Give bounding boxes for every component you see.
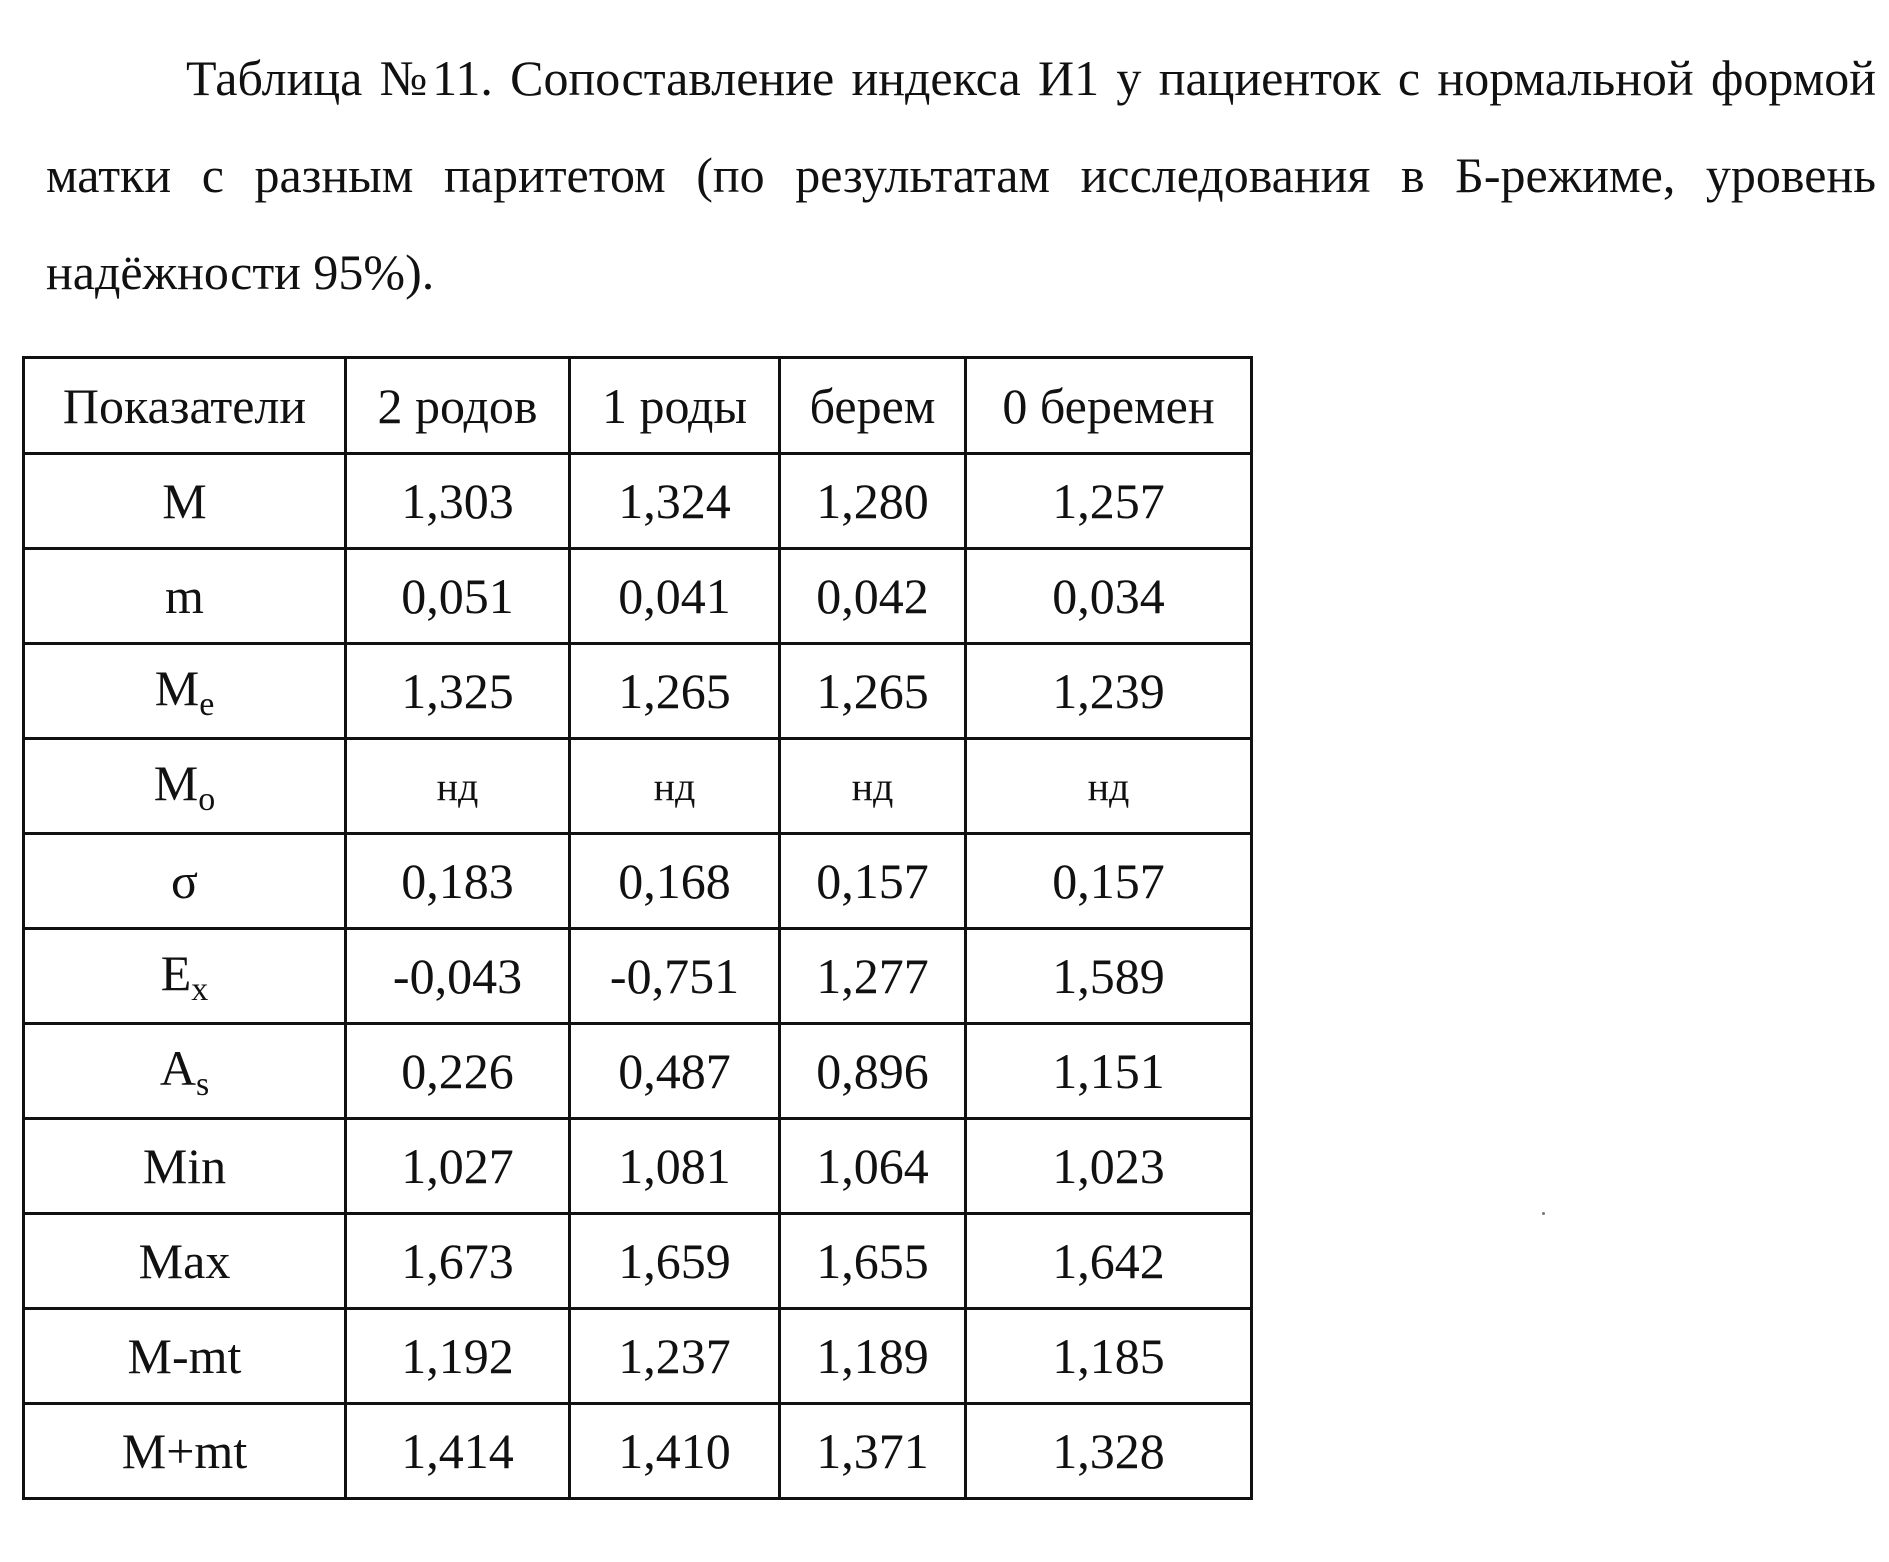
row-label-subscript: s	[195, 1065, 210, 1103]
table-caption: Таблица №11. Сопоставление индекса И1 у пациенток с нормальной формой матки с разным паритетом (по результатам исследования в Б-режиме, уровень надёжности 95%).	[46, 50, 1876, 300]
value-cell: 1,192	[346, 1309, 570, 1404]
value-cell: -0,043	[346, 929, 570, 1024]
value-cell: 0,487	[570, 1024, 780, 1119]
table-header-row	[24, 358, 1252, 454]
value-cell: 1,239	[966, 644, 1252, 739]
row-label-cell	[24, 1119, 346, 1214]
header-2-births: 2 родов	[346, 358, 570, 454]
header-0-pregnancies: 0 беремен	[966, 358, 1252, 454]
value-cell: 1,064	[780, 1119, 966, 1214]
value-cell: 0,034	[966, 549, 1252, 644]
value-cell: 0,168	[570, 834, 780, 929]
value-cell: 0,042	[780, 549, 966, 644]
row-label-subscript: x	[191, 970, 209, 1008]
value-cell: 1,237	[570, 1309, 780, 1404]
row-label-cell	[24, 739, 346, 834]
value-cell: 0,183	[346, 834, 570, 929]
value-cell: 1,280	[780, 454, 966, 549]
value-cell: нд	[780, 739, 966, 834]
value-cell: нд	[346, 739, 570, 834]
row-label: M	[162, 473, 207, 529]
row-label: σ	[171, 853, 198, 909]
table-body	[24, 454, 1252, 1499]
row-label-cell	[24, 454, 346, 549]
value-cell: 1,081	[570, 1119, 780, 1214]
scan-speck	[1542, 1212, 1545, 1215]
table-row	[24, 834, 1252, 929]
value-cell: 1,655	[780, 1214, 966, 1309]
value-cell: 1,257	[966, 454, 1252, 549]
value-cell: нд	[966, 739, 1252, 834]
row-label: E	[160, 944, 192, 1001]
value-cell: 1,303	[346, 454, 570, 549]
value-cell: 0,896	[780, 1024, 966, 1119]
value-cell: 1,410	[570, 1404, 780, 1499]
value-cell: 1,265	[570, 644, 780, 739]
row-label: Max	[138, 1233, 231, 1289]
value-cell: 0,226	[346, 1024, 570, 1119]
row-label: Min	[142, 1138, 227, 1194]
value-cell: 0,051	[346, 549, 570, 644]
row-label: M+mt	[121, 1423, 248, 1479]
row-label-cell	[24, 1309, 346, 1404]
row-label: M	[154, 659, 200, 716]
row-label-subscript: o	[198, 780, 216, 818]
value-cell: 1,027	[346, 1119, 570, 1214]
table-row	[24, 454, 1252, 549]
table-row	[24, 1024, 1252, 1119]
row-label-subscript: e	[199, 685, 215, 723]
statistics-table	[22, 356, 1253, 1500]
table-row	[24, 644, 1252, 739]
value-cell: -0,751	[570, 929, 780, 1024]
table-row	[24, 1119, 1252, 1214]
value-cell: 1,324	[570, 454, 780, 549]
header-pregnancies: берем	[780, 358, 966, 454]
row-label-cell	[24, 1024, 346, 1119]
row-label-cell	[24, 1214, 346, 1309]
value-cell: 1,414	[346, 1404, 570, 1499]
table-row	[24, 929, 1252, 1024]
value-cell: 1,371	[780, 1404, 966, 1499]
row-label-cell	[24, 834, 346, 929]
value-cell: 0,157	[780, 834, 966, 929]
value-cell: 1,189	[780, 1309, 966, 1404]
statistics-table-container	[22, 356, 1253, 1500]
table-row	[24, 1404, 1252, 1499]
table-row	[24, 1214, 1252, 1309]
value-cell: нд	[570, 739, 780, 834]
row-label: M-mt	[127, 1328, 242, 1384]
value-cell: 0,157	[966, 834, 1252, 929]
row-label-cell	[24, 644, 346, 739]
value-cell: 1,673	[346, 1214, 570, 1309]
header-1-birth: 1 роды	[570, 358, 780, 454]
value-cell: 1,265	[780, 644, 966, 739]
table-row	[24, 739, 1252, 834]
row-label: m	[165, 568, 204, 624]
row-label: A	[159, 1039, 196, 1096]
value-cell: 0,041	[570, 549, 780, 644]
value-cell: 1,642	[966, 1214, 1252, 1309]
value-cell: 1,325	[346, 644, 570, 739]
header-indicators: Показатели	[24, 358, 346, 454]
value-cell: 1,659	[570, 1214, 780, 1309]
value-cell: 1,185	[966, 1309, 1252, 1404]
value-cell: 1,277	[780, 929, 966, 1024]
value-cell: 1,328	[966, 1404, 1252, 1499]
value-cell: 1,151	[966, 1024, 1252, 1119]
row-label-cell	[24, 1404, 346, 1499]
row-label-cell	[24, 929, 346, 1024]
value-cell: 1,023	[966, 1119, 1252, 1214]
table-row	[24, 1309, 1252, 1404]
row-label: M	[153, 754, 199, 811]
value-cell: 1,589	[966, 929, 1252, 1024]
row-label-cell	[24, 549, 346, 644]
table-row	[24, 549, 1252, 644]
